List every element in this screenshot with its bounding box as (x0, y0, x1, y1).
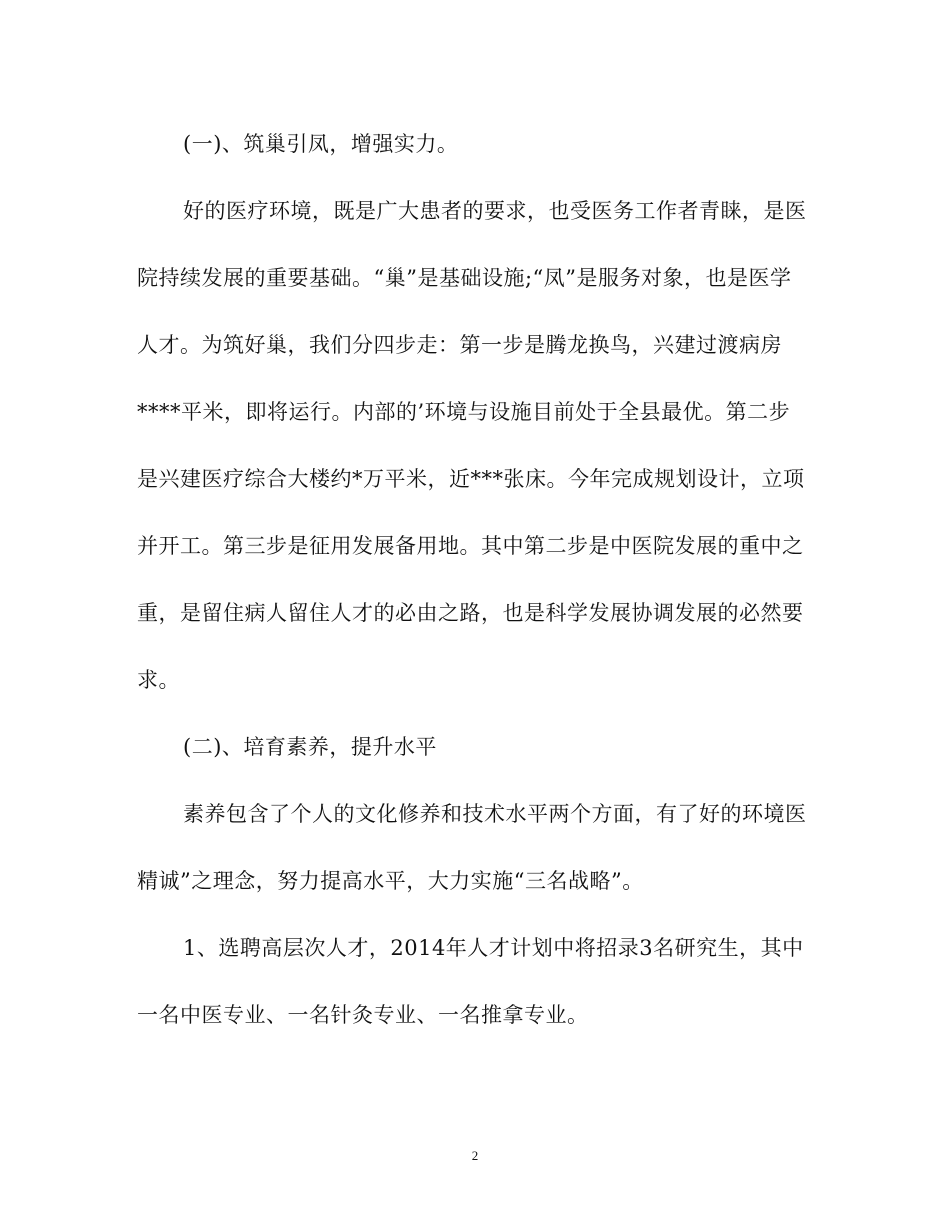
list-item-1: 1、选聘高层次人才，2014年人才计划中将招录3名研究生，其中 (183, 936, 804, 960)
paragraph-line: 是兴建医疗综合大楼约*万平米，近***张床。今年完成规划设计，立项 (137, 467, 805, 491)
document-body (137, 122, 817, 1060)
paragraph-line: 好的医疗环境，既是广大患者的要求，也受医务工作者青睐，是医 (183, 199, 807, 223)
paragraph-line: 一名中医专业、一名针灸专业、一名推拿专业。 (137, 1003, 589, 1027)
paragraph-line: 重，是留住病人留住人才的必由之路，也是科学发展协调发展的必然要 (137, 601, 804, 625)
paragraph-line: 精诚”之理念，努力提高水平，大力实施“三名战略”。 (137, 869, 644, 893)
section-heading-1: (一)、筑巢引凤，增强实力。 (183, 132, 459, 156)
paragraph-line: 人才。为筑好巢，我们分四步走：第一步是腾龙换鸟，兴建过渡病房 (137, 333, 782, 357)
paragraph-line: 求。 (137, 668, 180, 692)
section-heading-2: (二)、培育素养，提升水平 (183, 735, 437, 759)
paragraph-line: 素养包含了个人的文化修养和技术水平两个方面，有了好的环境医 (183, 802, 807, 826)
page-number: 2 (471, 1148, 479, 1163)
paragraph-line: ****平米，即将运行。内部的’环境与设施目前处于全县最优。第二步 (137, 400, 791, 424)
paragraph-line: 院持续发展的重要基础。“巢”是基础设施;“凤”是服务对象，也是医学 (137, 266, 792, 290)
paragraph-line: 并开工。第三步是征用发展备用地。其中第二步是中医院发展的重中之 (137, 534, 804, 558)
